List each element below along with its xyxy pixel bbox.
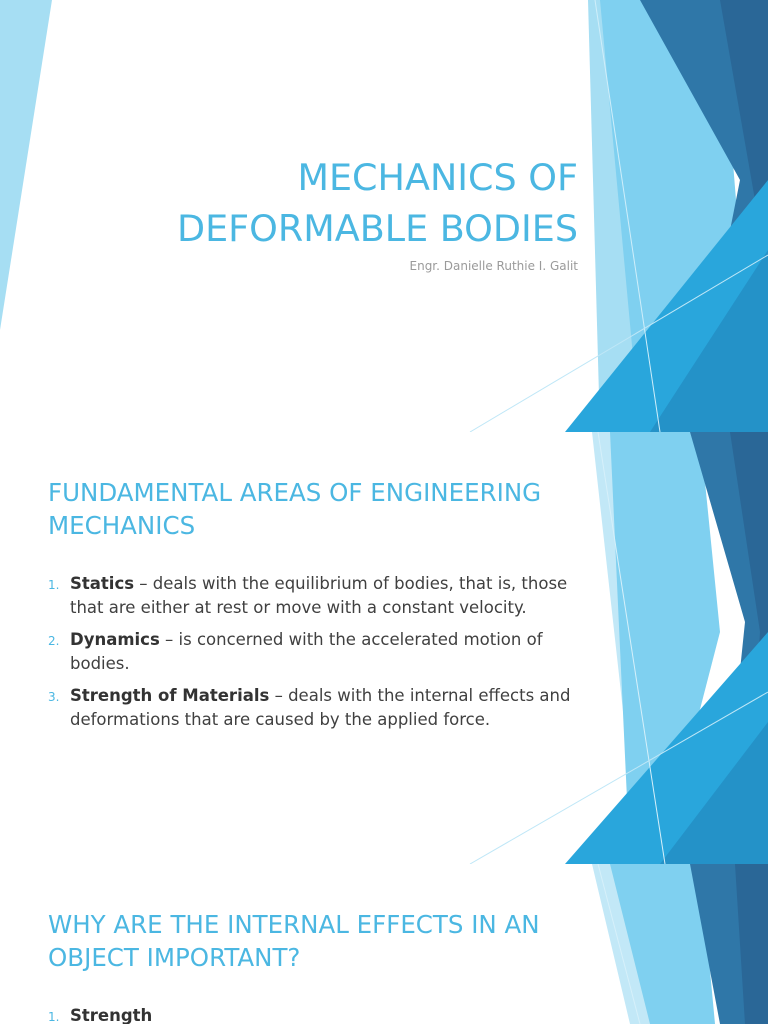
slide-heading	[48, 908, 608, 974]
list-number: 1.	[48, 1010, 60, 1024]
content-slide-internal-effects	[0, 864, 768, 1024]
heading-line-2: OBJECT IMPORTANT?	[48, 943, 301, 972]
list-text: Strength	[70, 1006, 153, 1024]
heading-line-2: MECHANICS	[48, 511, 196, 540]
list-number: 3.	[48, 690, 60, 704]
list-term: Statics	[70, 574, 135, 593]
title-slide	[0, 0, 768, 432]
heading-line-1: WHY ARE THE INTERNAL EFFECTS IN AN	[48, 910, 540, 939]
list-number: 1.	[48, 578, 60, 592]
list-text: – deals with the equilibrium of bodies, that is, those that are either at rest or move with a constant velocity.	[70, 574, 568, 617]
list-text: – is concerned with the accelerated motion of bodies.	[70, 630, 543, 673]
areas-list	[48, 572, 588, 740]
list-term: Dynamics	[70, 630, 160, 649]
title-line-2: DEFORMABLE BODIES	[177, 207, 578, 250]
list-text: – deals with the internal effects and deformations that are caused by the applied force.	[70, 686, 571, 729]
list-item	[48, 1004, 588, 1024]
title-line-1: MECHANICS OF	[297, 156, 578, 199]
list-term: Strength of Materials	[70, 686, 270, 705]
content-slide-fundamental-areas	[0, 432, 768, 864]
reasons-list	[48, 1004, 588, 1024]
author-subtitle: Engr. Danielle Ruthie I. Galit	[409, 259, 578, 273]
list-item	[48, 684, 588, 732]
slide-heading	[48, 476, 608, 542]
list-number: 2.	[48, 634, 60, 648]
presentation-title	[18, 152, 578, 254]
list-item	[48, 572, 588, 620]
list-item	[48, 628, 588, 676]
heading-line-1: FUNDAMENTAL AREAS OF ENGINEERING	[48, 478, 542, 507]
